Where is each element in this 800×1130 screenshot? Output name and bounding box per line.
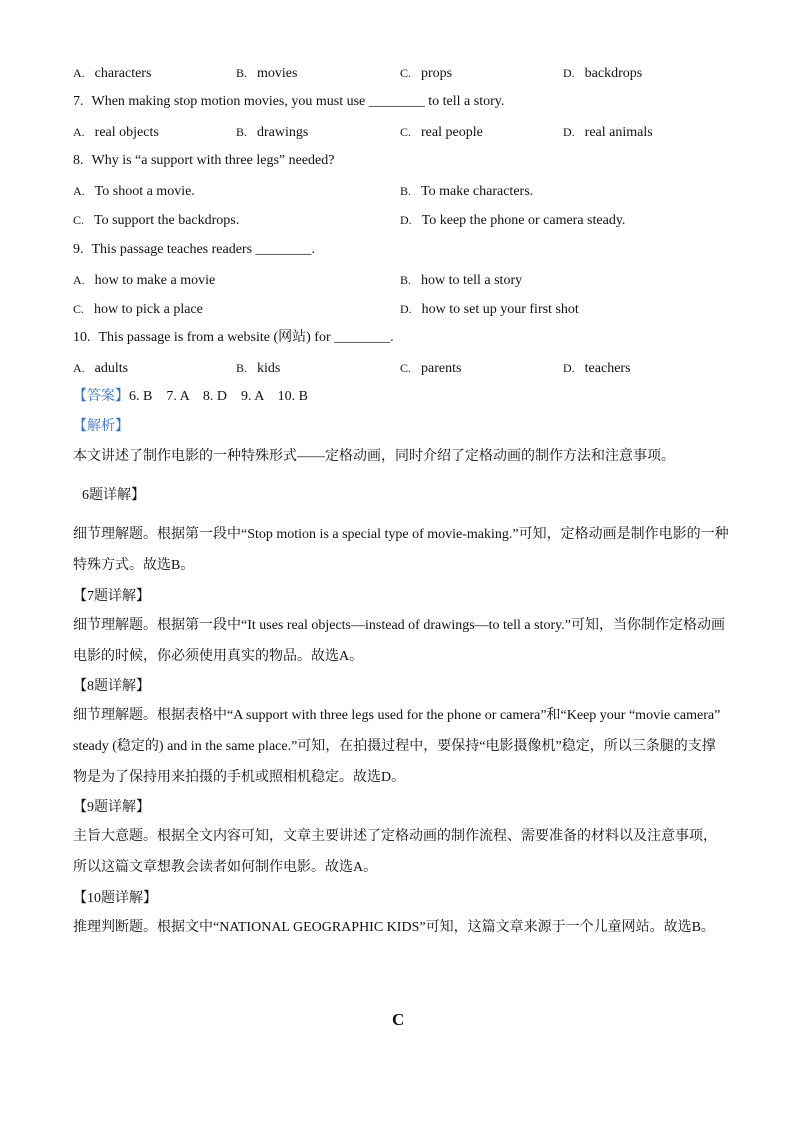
q9-option-c	[73, 300, 203, 319]
option-text: how to pick a place	[94, 302, 203, 317]
option-letter: D.	[563, 125, 575, 139]
option-text: To shoot a movie.	[94, 184, 195, 199]
option-text: movies	[257, 66, 298, 81]
detail-heading-8: 【8题详解】	[73, 679, 150, 694]
q8-option-a	[73, 182, 195, 201]
option-letter: A.	[73, 184, 85, 198]
option-letter: B.	[400, 273, 412, 287]
detail-heading-6: 6题详解】	[82, 488, 145, 503]
analysis-label-text: 【解析】	[73, 419, 129, 434]
option-text: teachers	[584, 361, 631, 376]
option-text: kids	[257, 361, 281, 376]
answer-line	[73, 388, 308, 406]
detail-heading-7: 【7题详解】	[73, 589, 150, 604]
q9-option-a	[73, 271, 215, 290]
question-number: 9.	[73, 242, 84, 257]
option-letter: D.	[563, 66, 575, 80]
option-text: how to set up your first shot	[421, 302, 579, 317]
option-letter: B.	[400, 184, 412, 198]
q6-option-d	[563, 64, 642, 83]
q7-option-d	[563, 123, 653, 142]
option-text: real animals	[584, 125, 653, 140]
option-letter: C.	[400, 361, 412, 375]
question-number: 7.	[73, 94, 84, 109]
option-text: To make characters.	[421, 184, 534, 199]
q6-option-c	[400, 64, 452, 83]
question-number: 8.	[73, 153, 84, 168]
q6-option-b	[236, 64, 297, 83]
section-heading-c: C	[392, 1010, 405, 1029]
option-text: adults	[94, 361, 129, 376]
answer-label: 【答案】	[73, 389, 129, 404]
option-letter: C.	[73, 213, 85, 227]
answer-text: 6. B 7. A 8. D 9. A 10. B	[129, 389, 308, 404]
q8-option-d	[400, 211, 625, 230]
option-text: props	[421, 66, 453, 81]
analysis-label	[73, 418, 129, 436]
option-letter: D.	[400, 213, 412, 227]
question-stem: When making stop motion movies, you must use ________ to tell a story.	[91, 94, 505, 109]
option-text: how to tell a story	[421, 273, 523, 288]
option-letter: A.	[73, 66, 85, 80]
question-10	[73, 329, 394, 347]
option-text: how to make a movie	[94, 273, 216, 288]
option-letter: A.	[73, 273, 85, 287]
detail-body-10: 推理判断题。根据文中“NATIONAL GEOGRAPHIC KIDS”可知，这篇文章来源于一个儿童网站。故选B。	[73, 920, 715, 935]
option-letter: C.	[400, 66, 412, 80]
option-text: To keep the phone or camera steady.	[421, 213, 626, 228]
detail-body-9: 主旨大意题。根据全文内容可知，文章主要讲述了定格动画的制作流程、需要准备的材料以及注意事项，所以这篇文章想教会读者如何制作电影。故选A。	[73, 829, 717, 875]
q10-option-b	[236, 359, 280, 378]
q7-option-b	[236, 123, 308, 142]
q7-option-c	[400, 123, 483, 142]
option-text: parents	[421, 361, 462, 376]
q7-option-a	[73, 123, 159, 142]
option-letter: A.	[73, 125, 85, 139]
detail-body-6: 细节理解题。根据第一段中“Stop motion is a special type of movie-making.”可知，定格动画是制作电影的一种特殊方式。故选B。	[73, 527, 729, 573]
option-text: backdrops	[584, 66, 643, 81]
q9-option-d	[400, 300, 579, 319]
detail-heading-10: 【10题详解】	[73, 891, 157, 906]
option-letter: B.	[236, 66, 248, 80]
detail-body-8: 细节理解题。根据表格中“A support with three legs used for the phone or camera”和“Keep your “movie camera” steady (稳定的) and in the same place.”可知，在拍摄过程中，要保持“电影摄像机”稳定，所以三条腿的支撑物是为了保持用来拍摄的手机或照相机稳定。故选D。	[73, 708, 721, 785]
option-text: drawings	[257, 125, 309, 140]
q9-option-b	[400, 271, 522, 290]
q6-option-a	[73, 64, 151, 83]
question-8	[73, 152, 334, 170]
q10-option-d	[563, 359, 631, 378]
question-9	[73, 241, 315, 259]
option-letter: B.	[236, 361, 248, 375]
question-7	[73, 93, 504, 111]
question-number: 10.	[73, 330, 91, 345]
option-letter: D.	[563, 361, 575, 375]
detail-heading-9: 【9题详解】	[73, 800, 150, 815]
option-text: To support the backdrops.	[94, 213, 240, 228]
option-letter: B.	[236, 125, 248, 139]
option-letter: C.	[400, 125, 412, 139]
option-text: real people	[421, 125, 483, 140]
question-stem: This passage is from a website (网站) for ________.	[98, 330, 394, 345]
question-stem: This passage teaches readers ________.	[91, 242, 316, 257]
q10-option-c	[400, 359, 461, 378]
option-text: characters	[94, 66, 152, 81]
option-letter: A.	[73, 361, 85, 375]
question-stem: Why is “a support with three legs” needed?	[91, 153, 335, 168]
detail-body-7: 细节理解题。根据第一段中“It uses real objects—instead of drawings—to tell a story.”可知，当你制作定格动画电影的时候，你必须使用真实的物品。故选A。	[73, 618, 725, 664]
option-text: real objects	[94, 125, 159, 140]
q8-option-c	[73, 211, 239, 230]
analysis-summary: 本文讲述了制作电影的一种特殊形式——定格动画，同时介绍了定格动画的制作方法和注意事项。	[73, 449, 675, 464]
option-letter: D.	[400, 302, 412, 316]
option-letter: C.	[73, 302, 85, 316]
q10-option-a	[73, 359, 128, 378]
q8-option-b	[400, 182, 533, 201]
